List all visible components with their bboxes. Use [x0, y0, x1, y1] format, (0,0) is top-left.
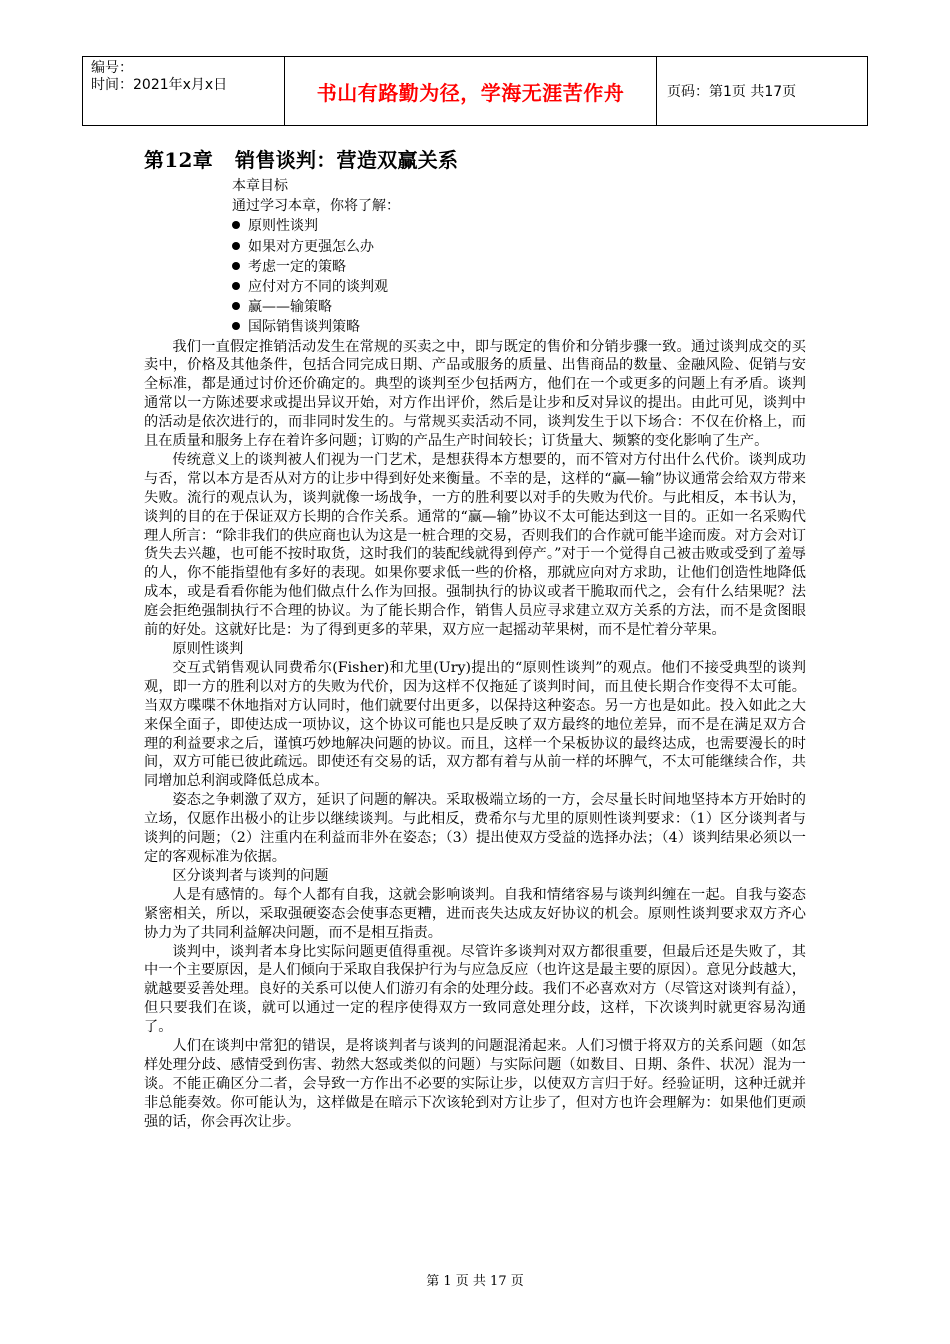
objective-item: 考虑一定的策略: [232, 257, 806, 277]
header-motto-cell: [285, 57, 657, 125]
body-paragraph: 传统意义上的谈判被人们视为一门艺术，是想获得本方想要的，而不管对方付出什么代价。谈判成功与否，常以本方是否从对方的让步中得到好处来衡量。不幸的是，这样的“赢—输”协议通常会给双方带来失败。流行的观点认为，谈判就像一场战争，一方的胜利要以对手的失败为代价。与此相反，本书认为，谈判的目的在于保证双方长期的合作关系。通常的“赢—输”协议不太可能达到这一目的。正如一名采购代理人所言：“除非我们的供应商也认为这是一桩合理的交易，否则我们的合作就可能半途而废。对方会对订货失去兴趣，也可能不按时取货，这时我们的装配线就得到停产。”对于一个觉得自己被击败或受到了羞辱的人，你不能指望他有多好的表现。如果你要求低一些的价格，那就应向对方求助，让他们创造性地降低成本，或是看看你能为他们做点什么作为回报。强制执行的协议或者干脆取而代之，会有什么结果呢？法庭会拒绝强制执行不合理的协议。为了能长期合作，销售人员应寻求建立双方关系的方法，而不是贪图眼前的好处。这就好比是：为了得到更多的苹果，双方应一起摇动苹果树，而不是忙着分苹果。: [144, 451, 806, 639]
objective-item: 如果对方更强怎么办: [232, 237, 806, 257]
body-paragraph: 人们在谈判中常犯的错误，是将谈判者与谈判的问题混淆起来。人们习惯于将双方的关系问题（如怎样处理分歧、感情受到伤害、勃然大怒或类似的问题）与实际问题（如数目、日期、条件、状况）混为一谈。不能正确区分二者，会导致一方作出不必要的实际让步，以使双方言归于好。经验证明，这种迁就并非总能奏效。你可能认为，这样做是在暗示下次该轮到对方让步了，但对方也许会理解为：如果他们更顽强的话，你会再次让步。: [144, 1038, 806, 1130]
objectives-heading: 本章目标: [232, 178, 288, 194]
bullet-icon: [232, 221, 240, 229]
header-meta: [83, 57, 285, 125]
page-footer: 第 1 页 共 17 页: [426, 1274, 524, 1289]
body-paragraph: 姿态之争刺激了双方，延识了问题的解决。采取极端立场的一方，会尽量长时间地坚持本方开始时的立场，仅愿作出极小的让步以继续谈判。与此相反，费希尔与尤里的原则性谈判要求：（1）区分谈判者与谈判的问题；（2）注重内在利益而非外在姿态；（3）提出使双方受益的选择办法；（4）谈判结果必须以一定的客观标准为依据。: [144, 792, 806, 865]
objective-item: 赢——输策略: [232, 297, 806, 317]
section-heading: 原则性谈判: [172, 641, 244, 657]
bullet-icon: [232, 302, 240, 310]
header-number: 编号：: [91, 60, 133, 76]
objective-item: 应付对方不同的谈判观: [232, 277, 806, 297]
chapter-objectives: [232, 176, 806, 338]
header-motto: 书山有路勤为径，学海无涯苦作舟: [316, 80, 625, 105]
page-header: [82, 56, 868, 126]
objectives-intro: 通过学习本章，你将了解：: [232, 198, 400, 215]
document-content: [144, 146, 806, 1132]
body-paragraph: 我们一直假定推销活动发生在常规的买卖之中，即与既定的售价和分销步骤一致。通过谈判成交的买卖中，价格及其他条件，包括合同完成日期、产品或服务的质量、出售商品的数量、金融风险、促销与安全标准，都是通过讨价还价确定的。典型的谈判至少包括两方，他们在一个或更多的问题上有矛盾。谈判通常以一方陈述要求或提出异议开始，对方作出评价，然后是让步和反对异议的提出。由此可见，谈判中的活动是依次进行的，而非同时发生的。与常规买卖活动不同，谈判发生于以下场合：不仅在价格上，而且在质量和服务上存在着许多问题；订购的产品生产时间较长；订货量大、频繁的变化影响了生产。: [144, 338, 806, 450]
header-date: 时间：2021年x月x日: [91, 77, 228, 93]
header-page-number: 页码：第1页 共17页: [667, 84, 797, 100]
bullet-icon: [232, 242, 240, 250]
bullet-icon: [232, 262, 240, 270]
chapter-name: 销售谈判：营造双赢关系: [235, 148, 459, 172]
body-paragraph: 交互式销售观认同费希尔(Fisher)和尤里(Ury)提出的“原则性谈判”的观点。他们不接受典型的谈判观，即一方的胜利以对方的失败为代价，因为这样不仅拖延了谈判时间，而且使长期合作变得不太可能。当双方喋喋不休地指对方认同时，他们就要付出更多，以保持这种姿态。另一方也是如此。投入如此之大来保全面子，即使达成一项协议，这个协议可能也只是反映了双方最终的地位差异，而不是在满足双方合理的利益要求之后，谨慎巧妙地解决问题的协议。而且，这样一个呆板协议的最终达成，也需要漫长的时间，双方可能已彼此疏远。即使还有交易的话，双方都有着与从前一样的坏脾气，不太可能继续合作，共同增加总利润或降低总成本。: [144, 659, 806, 790]
section-heading: 区分谈判者与谈判的问题: [172, 867, 329, 884]
objective-item: 国际销售谈判策略: [232, 317, 806, 337]
body-paragraph: 人是有感情的。每个人都有自我，这就会影响谈判。自我和情绪容易与谈判纠缠在一起。自我与姿态紧密相关，所以，采取强硬姿态会使事态更糟，进而丧失达成友好协议的机会。原则性谈判要求双方齐心协力为了共同利益解决问题，而不是相互指责。: [144, 886, 806, 941]
chapter-title: [144, 146, 806, 174]
chapter-number: 第12章: [144, 148, 214, 172]
bullet-icon: [232, 282, 240, 290]
objective-item: 原则性谈判: [232, 216, 806, 236]
body-paragraph: 谈判中，谈判者本身比实际问题更值得重视。尽管许多谈判对双方都很重要，但最后还是失败了，其中一个主要原因，是人们倾向于采取自我保护行为与应急反应（也许这是最主要的原因）。意见分歧越大，就越要妥善处理。良好的关系可以使人们游刃有余的处理分歧。我们不必喜欢对方（尽管这对谈判有益），但只要我们在谈，就可以通过一定的程序使得双方一致同意处理分歧，这样，下次谈判时就更容易沟通了。: [144, 943, 806, 1036]
bullet-icon: [232, 322, 240, 330]
header-page-cell: [657, 57, 867, 125]
